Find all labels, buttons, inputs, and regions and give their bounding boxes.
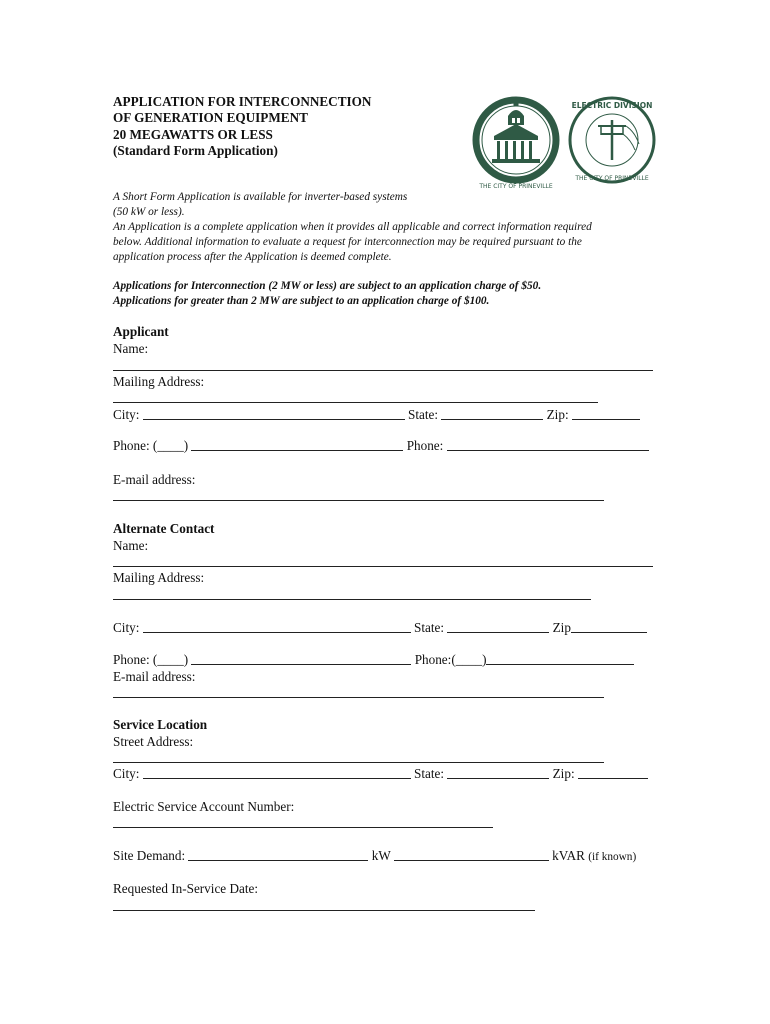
intro-line-5: application process after the Application is deemed complete.	[113, 251, 392, 264]
alternate-zip-field[interactable]	[571, 620, 647, 636]
fee-line-1: Applications for Interconnection (2 MW or less) are subject to an application charge of $50.	[113, 280, 542, 292]
service-city-field[interactable]	[143, 766, 411, 782]
kvar-unit-label: kVAR	[552, 848, 585, 863]
applicant-email-label: E-mail address:	[113, 472, 196, 487]
alternate-name-field[interactable]	[113, 554, 653, 570]
city-logo-text: THE CITY OF PRINEVILLE	[479, 183, 553, 190]
city-of-prineville-logo	[470, 94, 562, 190]
applicant-city-field[interactable]	[143, 407, 405, 423]
service-street-label: Street Address:	[113, 734, 194, 749]
service-state-label: State:	[413, 766, 445, 781]
alternate-state-field[interactable]	[447, 620, 549, 636]
applicant-heading: Applicant	[113, 324, 169, 339]
applicant-email-field[interactable]	[113, 488, 604, 504]
intro-line-1: A Short Form Application is available for inverter-based systems	[113, 191, 408, 203]
applicant-city-label: City:	[113, 407, 140, 422]
electric-logo-bottom-text: THE CITY OF PRINEVILLE	[575, 175, 649, 182]
form-title	[113, 94, 371, 160]
service-city-label: City:	[113, 766, 140, 781]
applicant-state-label: State:	[407, 407, 439, 422]
applicant-mailing-field[interactable]	[113, 390, 598, 406]
intro-line-2: (50 kW or less).	[113, 206, 185, 219]
site-demand-kvar-field[interactable]	[394, 848, 549, 864]
alternate-contact-heading: Alternate Contact	[113, 521, 215, 536]
service-zip-label: Zip:	[552, 766, 575, 781]
in-service-date-label: Requested In-Service Date:	[113, 881, 259, 896]
alternate-email-label: E-mail address:	[113, 669, 196, 684]
electric-logo-top-text: ELECTRIC DIVISION	[571, 101, 653, 110]
applicant-phone2-field[interactable]	[447, 438, 649, 454]
site-demand-kw-field[interactable]	[188, 848, 368, 864]
alternate-city-label: City:	[113, 620, 140, 635]
in-service-date-field[interactable]	[113, 898, 535, 914]
applicant-state-field[interactable]	[441, 407, 543, 423]
electric-division-logo	[565, 94, 659, 190]
service-zip-field[interactable]	[578, 766, 648, 782]
alternate-email-field[interactable]	[113, 685, 604, 701]
intro-line-3: An Application is a complete application when it provides all applicable and correct information required	[113, 221, 592, 234]
alternate-mailing-label: Mailing Address:	[113, 570, 205, 585]
applicant-zip-label: Zip:	[546, 407, 569, 422]
alternate-city-field[interactable]	[143, 620, 411, 636]
site-demand-label: Site Demand:	[113, 848, 186, 863]
applicant-phone-field[interactable]	[191, 438, 403, 454]
applicant-phone-label: Phone: (____)	[113, 438, 189, 453]
alternate-mailing-field[interactable]	[113, 587, 591, 603]
alternate-phone-field[interactable]	[191, 652, 411, 668]
title-line-4: (Standard Form Application)	[113, 143, 278, 159]
intro-line-4: below. Additional information to evaluate a request for interconnection may be required pursuant to the	[113, 236, 582, 249]
service-state-field[interactable]	[447, 766, 549, 782]
title-line-2: OF GENERATION EQUIPMENT	[113, 110, 308, 126]
alternate-state-label: State:	[413, 620, 445, 635]
kw-unit-label: kW	[371, 848, 391, 863]
service-street-field[interactable]	[113, 750, 604, 766]
service-account-field[interactable]	[113, 815, 493, 831]
fee-notice	[113, 279, 541, 309]
applicant-zip-field[interactable]	[572, 407, 640, 423]
alternate-phone2-label: Phone:(____)	[414, 652, 487, 667]
applicant-mailing-label: Mailing Address:	[113, 374, 205, 389]
fee-line-2: Applications for greater than 2 MW are subject to an application charge of $100.	[113, 295, 490, 308]
applicant-name-field[interactable]	[113, 358, 653, 374]
alternate-zip-label: Zip	[552, 620, 571, 635]
service-account-label: Electric Service Account Number:	[113, 799, 295, 814]
alternate-name-label: Name:	[113, 538, 149, 553]
alternate-phone2-field[interactable]	[486, 652, 634, 668]
title-line-1: APPLICATION FOR INTERCONNECTION	[113, 94, 372, 109]
applicant-name-label: Name:	[113, 341, 149, 356]
service-location-heading: Service Location	[113, 717, 208, 732]
kvar-if-known-note: (if known)	[588, 851, 637, 863]
applicant-phone2-label: Phone:	[406, 438, 444, 453]
alternate-phone-label: Phone: (____)	[113, 652, 189, 667]
title-line-3: 20 MEGAWATTS OR LESS	[113, 126, 273, 142]
intro-paragraph	[113, 190, 673, 265]
